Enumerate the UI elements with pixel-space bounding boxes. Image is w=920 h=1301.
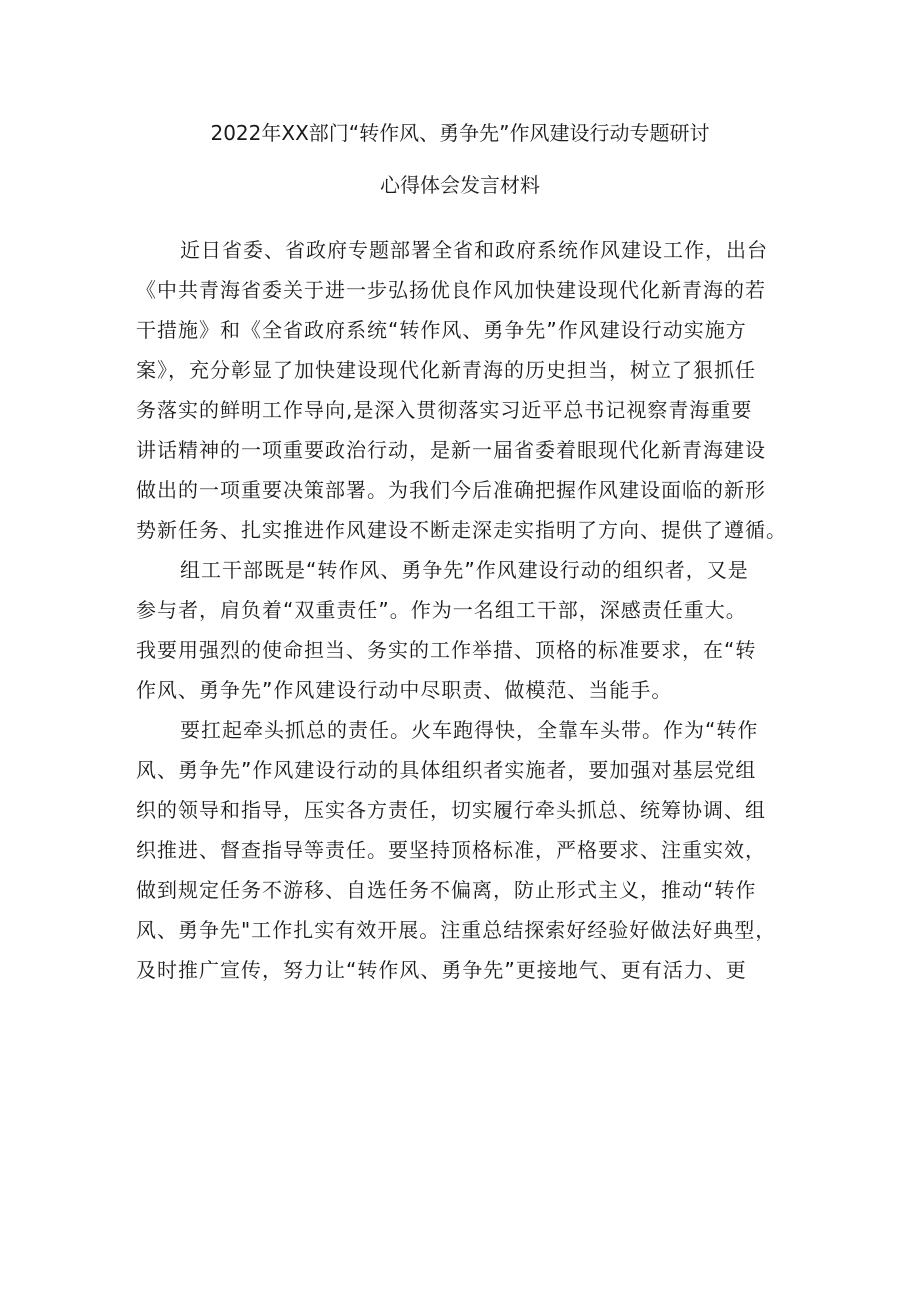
paragraph-line: 近日省委、省政府专题部署全省和政府系统作风建设工作，出台 [180, 238, 768, 262]
paragraph-line: 务落实的鲜明工作导向,是深入贯彻落实习近平总书记视察青海重要 [136, 398, 753, 422]
paragraph-3 [136, 710, 801, 990]
paragraph-line: 势新任务、扎实推进作风建设不断走深走实指明了方向、提供了遵循。 [136, 518, 787, 542]
paragraph-line: 织的领导和指导，压实各方责任，切实履行牵头抓总、统筹协调、组 [136, 798, 766, 822]
paragraph-line: 风、勇争先”作风建设行动的具体组织者实施者，要加强对基层党组 [136, 758, 757, 782]
paragraph-line: 讲话精神的一项重要政治行动，是新一届省委着眼现代化新青海建设 [136, 438, 766, 462]
paragraph-line: 组工干部既是“转作风、勇争先”作风建设行动的组织者，又是 [180, 558, 749, 582]
paragraph-line: 织推进、督查指导等责任。要坚持顶格标准，严格要求、注重实效， [136, 838, 766, 862]
document-subtitle: 心得体会发言材料 [380, 173, 540, 197]
paragraph-line: 要扛起牵头抓总的责任。火车跑得快，全靠车头带。作为“转作 [180, 718, 759, 742]
paragraph-1 [136, 230, 801, 550]
document-body [136, 230, 801, 990]
paragraph-line: 参与者，肩负着“双重责任”。作为一名组工干部，深感责任重大。 [136, 598, 747, 622]
paragraph-line: 及时推广宣传，努力让“转作风、勇争先”更接地气、更有活力、更 [136, 958, 747, 982]
paragraph-line: 我要用强烈的使命担当、务实的工作举措、顶格的标准要求，在“转 [136, 638, 757, 662]
paragraph-line: 《中共青海省委关于进一步弘扬优良作风加快建设现代化新青海的若 [136, 278, 766, 302]
document-title: 2022年XX部门“转作风、勇争先”作风建设行动专题研讨 [210, 121, 710, 145]
paragraph-line: 作风、勇争先”作风建设行动中尽职责、做模范、当能手。 [136, 678, 673, 702]
paragraph-line: 干措施》和《全省政府系统“转作风、勇争先”作风建设行动实施方 [136, 318, 747, 342]
paragraph-line: 风、勇争先"工作扎实有效开展。注重总结探索好经验好做法好典型， [136, 918, 777, 942]
paragraph-line: 做出的一项重要决策部署。为我们今后准确把握作风建设面临的新形 [136, 478, 766, 502]
paragraph-2 [136, 550, 801, 710]
paragraph-line: 做到规定任务不游移、自选任务不偏离，防止形式主义，推动“转作 [136, 878, 757, 902]
paragraph-line: 案》，充分彰显了加快建设现代化新青海的历史担当，树立了狠抓任 [136, 358, 756, 382]
